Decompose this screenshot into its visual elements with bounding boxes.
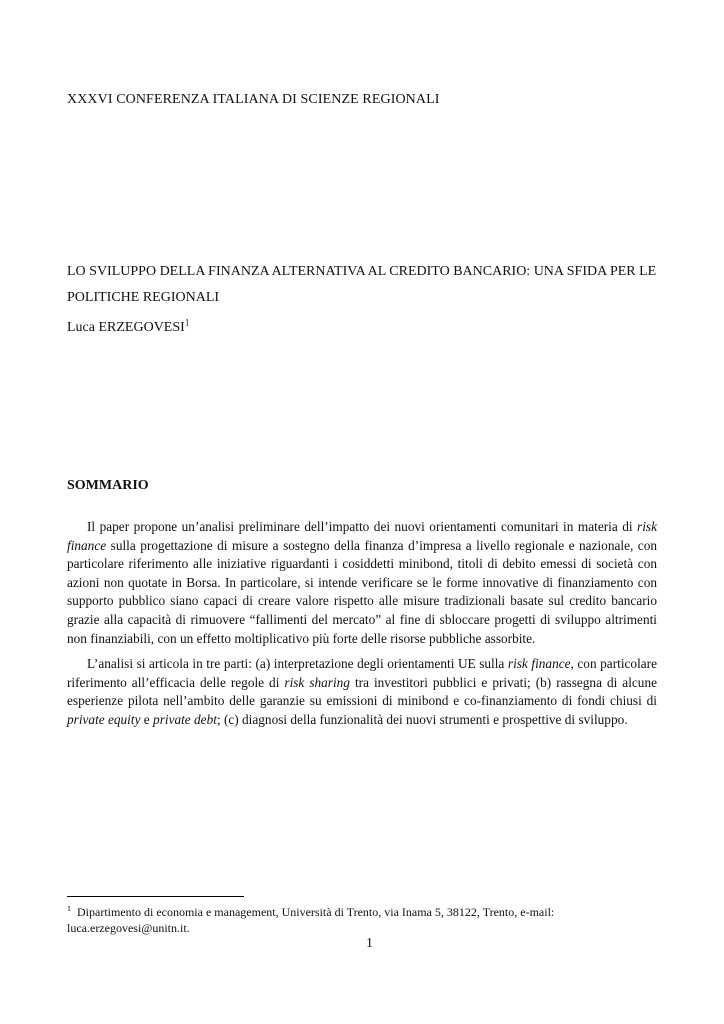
abstract-italic-term: risk sharing bbox=[284, 674, 350, 690]
author-footnote-marker: 1 bbox=[184, 317, 190, 328]
abstract-italic-term: risk finance bbox=[507, 656, 571, 672]
author-line bbox=[67, 317, 190, 336]
abstract-italic-term: private debt bbox=[153, 711, 217, 727]
abstract-text: tra investitori pubblici e privati; (b) rassegna di alcune esperienze pilota nell’ambito delle garanzie su emissioni di minibond e co-finanziamento di fondi chiusi di bbox=[67, 674, 657, 709]
abstract-text: ; (c) diagnosi della funzionalità dei nuovi strumenti e prospettive di sviluppo. bbox=[216, 711, 628, 727]
footnote-divider bbox=[67, 896, 244, 897]
abstract-text: Il paper propone un’analisi preliminare dell’impatto dei nuovi orientamenti comunitari in materia di bbox=[87, 519, 638, 534]
section-heading: SOMMARIO bbox=[67, 478, 149, 493]
footnote-text: Dipartimento di economia e management, Università di Trento, via Inama 5, 38122, Trento, e-mail: luca.erzegovesi@unitn.it. bbox=[67, 905, 555, 935]
conference-title: XXXVI CONFERENZA ITALIANA DI SCIENZE REGIONALI bbox=[67, 92, 440, 107]
abstract-text: sulla progettazione di misure a sostegno della finanza d’impresa a livello regionale e nazionale, con particolare riferimento alle iniziative riguardanti i cosiddetti minibond, titoli di debito emessi di società con azioni non quotate in Borsa. In particolare, si intende verificare se le forme innovative di finanziamento con supporto pubblico siano capaci di creare valore rispetto alle misure tradizionali basate sul credito bancario grazie alla capacità di rimuovere “fallimenti del mercato” al fine di sbloccare progetti di sviluppo altrimenti non finanziabili, con un effetto moltiplicativo più forte delle risorse pubbliche assorbite. bbox=[67, 537, 657, 646]
abstract-paragraph-2 bbox=[67, 655, 657, 729]
abstract-italic-term: private equity bbox=[67, 711, 141, 727]
abstract-paragraph-1 bbox=[67, 518, 657, 648]
abstract-text: , con particolare riferimento all’efficacia delle regole di bbox=[67, 656, 657, 690]
abstract-italic-term: risk finance bbox=[67, 519, 657, 553]
abstract-text: L’analisi si articola in tre parti: (a) interpretazione degli orientamenti UE sulla bbox=[87, 656, 508, 672]
footnote-marker: 1 bbox=[67, 904, 71, 913]
author-name: Luca ERZEGOVESI bbox=[67, 320, 185, 335]
abstract-text: e bbox=[140, 711, 154, 727]
abstract-body bbox=[67, 518, 657, 737]
footnote bbox=[67, 904, 627, 936]
page-number: 1 bbox=[366, 936, 373, 951]
paper-title: LO SVILUPPO DELLA FINANZA ALTERNATIVA AL CREDITO BANCARIO: UNA SFIDA PER LE POLITICHE REGIONALI bbox=[67, 264, 657, 305]
